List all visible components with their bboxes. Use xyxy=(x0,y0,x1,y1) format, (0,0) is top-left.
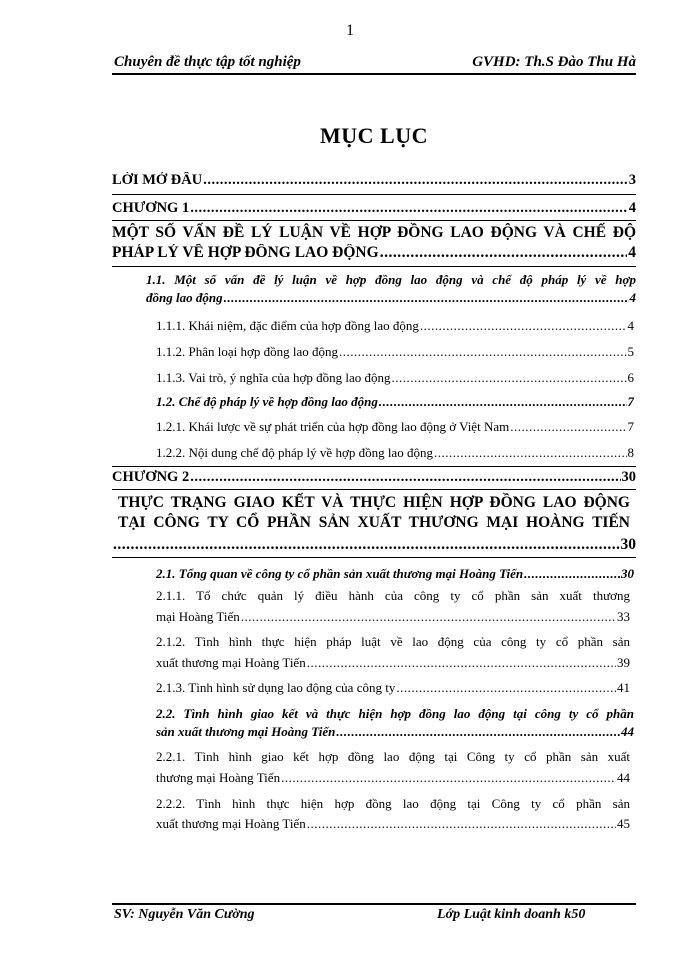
toc-chapter-2-title-line1[interactable]: THỰC TRẠNG GIAO KẾT VÀ THỰC HIỆN HỢP ĐỒNG LAO ĐỘNG xyxy=(118,494,630,511)
toc-entry-label: 1.1.1. Khái niệm, đặc điểm của hợp đồng lao động xyxy=(156,318,419,333)
toc-entry-label: sản xuất thương mại Hoàng Tiến xyxy=(156,724,336,739)
table-rule xyxy=(112,266,636,267)
toc-section-1-2-1[interactable] xyxy=(156,419,634,435)
toc-title: MỤC LỤC xyxy=(320,123,428,148)
toc-section-1-1-1[interactable] xyxy=(156,318,634,334)
toc-page-number: 39 xyxy=(617,655,630,670)
dot-leader xyxy=(190,469,620,486)
toc-section-1-1-line1[interactable]: 1.1. Một số vấn đề lý luận về hợp đồng lao động và chế độ pháp lý về hợp xyxy=(146,272,636,287)
toc-section-2-1-2-line1[interactable]: 2.1.2. Tình hình thực hiện pháp luật về lao động của công ty cổ phần sản xyxy=(156,634,630,649)
footer-rule xyxy=(112,903,636,905)
toc-page-number: 45 xyxy=(617,816,630,831)
toc-page-number: 30 xyxy=(620,536,636,553)
toc-section-2-1-3[interactable] xyxy=(156,680,630,696)
toc-section-1-1-2[interactable] xyxy=(156,344,634,360)
toc-section-2-1-1[interactable] xyxy=(156,609,630,625)
dot-leader xyxy=(113,536,620,554)
dot-leader xyxy=(420,318,627,334)
toc-section-2-2-line1[interactable]: 2.2. Tình hình giao kết và thực hiện hợp đồng lao động tại công ty cổ phần xyxy=(156,706,634,721)
dot-leader xyxy=(391,370,626,386)
toc-entry-label: 2.1. Tổng quan về công ty cổ phần sản xuất thương mại Hoàng Tiến xyxy=(156,566,524,581)
toc-page-number: 4 xyxy=(627,318,634,333)
dot-leader xyxy=(339,344,627,360)
toc-page-number: 6 xyxy=(627,370,634,385)
table-rule xyxy=(112,557,636,558)
toc-entry-label: LỜI MỞ ĐẦU xyxy=(112,172,203,188)
toc-section-2-2-2[interactable] xyxy=(156,816,630,832)
dot-leader xyxy=(336,724,620,740)
toc-entry-label: PHÁP LÝ VỀ HỢP ĐỒNG LAO ĐỘNG xyxy=(112,244,379,261)
toc-entry-intro[interactable] xyxy=(112,172,636,189)
table-rule xyxy=(112,220,636,221)
dot-leader xyxy=(379,394,627,410)
toc-entry-label: 1.2. Chế độ pháp lý về hợp đồng lao động xyxy=(156,394,378,409)
header-doc-type: Chuyên đề thực tập tốt nghiệp xyxy=(114,54,301,70)
toc-page-number: 4 xyxy=(629,290,636,305)
dot-leader xyxy=(434,445,627,461)
toc-section-2-2-1-line1[interactable]: 2.2.1. Tình hình giao kết hợp đồng lao động tại Công ty cổ phần sản xuất xyxy=(156,749,630,764)
toc-section-1-1-3[interactable] xyxy=(156,370,634,386)
dot-leader xyxy=(524,566,620,582)
toc-section-2-2-1[interactable] xyxy=(156,770,630,786)
toc-entry-label: thương mại Hoàng Tiến xyxy=(156,770,281,785)
toc-page-number: 44 xyxy=(617,770,630,785)
toc-section-2-1-2[interactable] xyxy=(156,655,630,671)
toc-page-number: 4 xyxy=(628,244,636,261)
dot-leader xyxy=(203,172,628,189)
toc-entry-label: 2.1.3. Tình hình sử dụng lao động của công ty xyxy=(156,680,396,695)
dot-leader xyxy=(190,200,628,217)
dot-leader xyxy=(307,655,616,671)
toc-chapter-2-title[interactable] xyxy=(112,536,636,554)
toc-entry-chapter-2[interactable] xyxy=(112,469,636,486)
table-rule xyxy=(112,194,636,195)
toc-chapter-1-title[interactable] xyxy=(112,244,636,262)
table-rule xyxy=(112,466,636,467)
footer-student: SV: Nguyễn Văn Cường xyxy=(114,907,255,922)
toc-page-number: 7 xyxy=(627,394,634,409)
toc-entry-chapter-1[interactable] xyxy=(112,200,636,217)
page-number: 1 xyxy=(346,22,354,39)
toc-entry-label: 1.2.1. Khái lược về sự phát triển của hợp đồng lao động ở Việt Nam xyxy=(156,419,510,434)
toc-entry-label: xuất thương mại Hoàng Tiến xyxy=(156,655,306,670)
toc-page-number: 3 xyxy=(628,172,636,188)
table-rule xyxy=(112,489,636,490)
toc-page-number: 5 xyxy=(627,344,634,359)
toc-entry-label: CHƯƠNG 2 xyxy=(112,469,190,485)
toc-entry-label: 1.2.2. Nội dung chế độ pháp lý về hợp đồng lao động xyxy=(156,445,433,460)
dot-leader xyxy=(224,290,629,306)
toc-entry-label: mại Hoàng Tiến xyxy=(156,609,240,624)
toc-page-number: 30 xyxy=(621,566,634,581)
toc-section-2-1[interactable] xyxy=(156,566,634,582)
toc-entry-label: CHƯƠNG 1 xyxy=(112,200,190,216)
dot-leader xyxy=(380,244,628,262)
dot-leader xyxy=(396,680,616,696)
dot-leader xyxy=(307,816,616,832)
toc-section-2-2[interactable] xyxy=(156,724,634,740)
toc-page-number: 41 xyxy=(617,680,630,695)
toc-section-1-2[interactable] xyxy=(156,394,634,410)
dot-leader xyxy=(510,419,626,435)
toc-entry-label: 1.1.3. Vai trò, ý nghĩa của hợp đồng lao động xyxy=(156,370,391,385)
toc-chapter-2-title-line2[interactable]: TẠI CÔNG TY CỔ PHẦN SẢN XUẤT THƯƠNG MẠI HOÀNG TIẾN xyxy=(118,514,630,531)
toc-chapter-1-title-line1[interactable]: MỘT SỐ VẤN ĐỀ LÝ LUẬN VỀ HỢP ĐỒNG LAO ĐỘNG VÀ CHẾ ĐỘ xyxy=(112,224,636,241)
toc-entry-label: đồng lao động xyxy=(146,290,223,305)
toc-section-2-1-1-line1[interactable]: 2.1.1. Tổ chức quản lý điều hành của công ty cổ phần sản xuất thương xyxy=(156,588,630,603)
toc-page-number: 33 xyxy=(617,609,630,624)
toc-page-number: 44 xyxy=(621,724,634,739)
toc-page-number: 4 xyxy=(628,200,636,216)
toc-entry-label: xuất thương mại Hoàng Tiến xyxy=(156,816,306,831)
toc-page-number: 7 xyxy=(627,419,634,434)
dot-leader xyxy=(241,609,616,625)
toc-section-1-2-2[interactable] xyxy=(156,445,634,461)
toc-section-2-2-2-line1[interactable]: 2.2.2. Tình hình thực hiện hợp đồng lao động tại Công ty cổ phần sản xyxy=(156,796,630,811)
dot-leader xyxy=(281,770,616,786)
header-supervisor: GVHD: Th.S Đào Thu Hà xyxy=(472,54,636,70)
footer-class: Lớp Luật kinh doanh k50 xyxy=(437,907,586,922)
toc-entry-label: 1.1.2. Phân loại hợp đồng lao động xyxy=(156,344,338,359)
toc-section-1-1[interactable] xyxy=(146,290,636,306)
toc-page-number: 8 xyxy=(627,445,634,460)
toc-page-number: 30 xyxy=(621,469,636,485)
